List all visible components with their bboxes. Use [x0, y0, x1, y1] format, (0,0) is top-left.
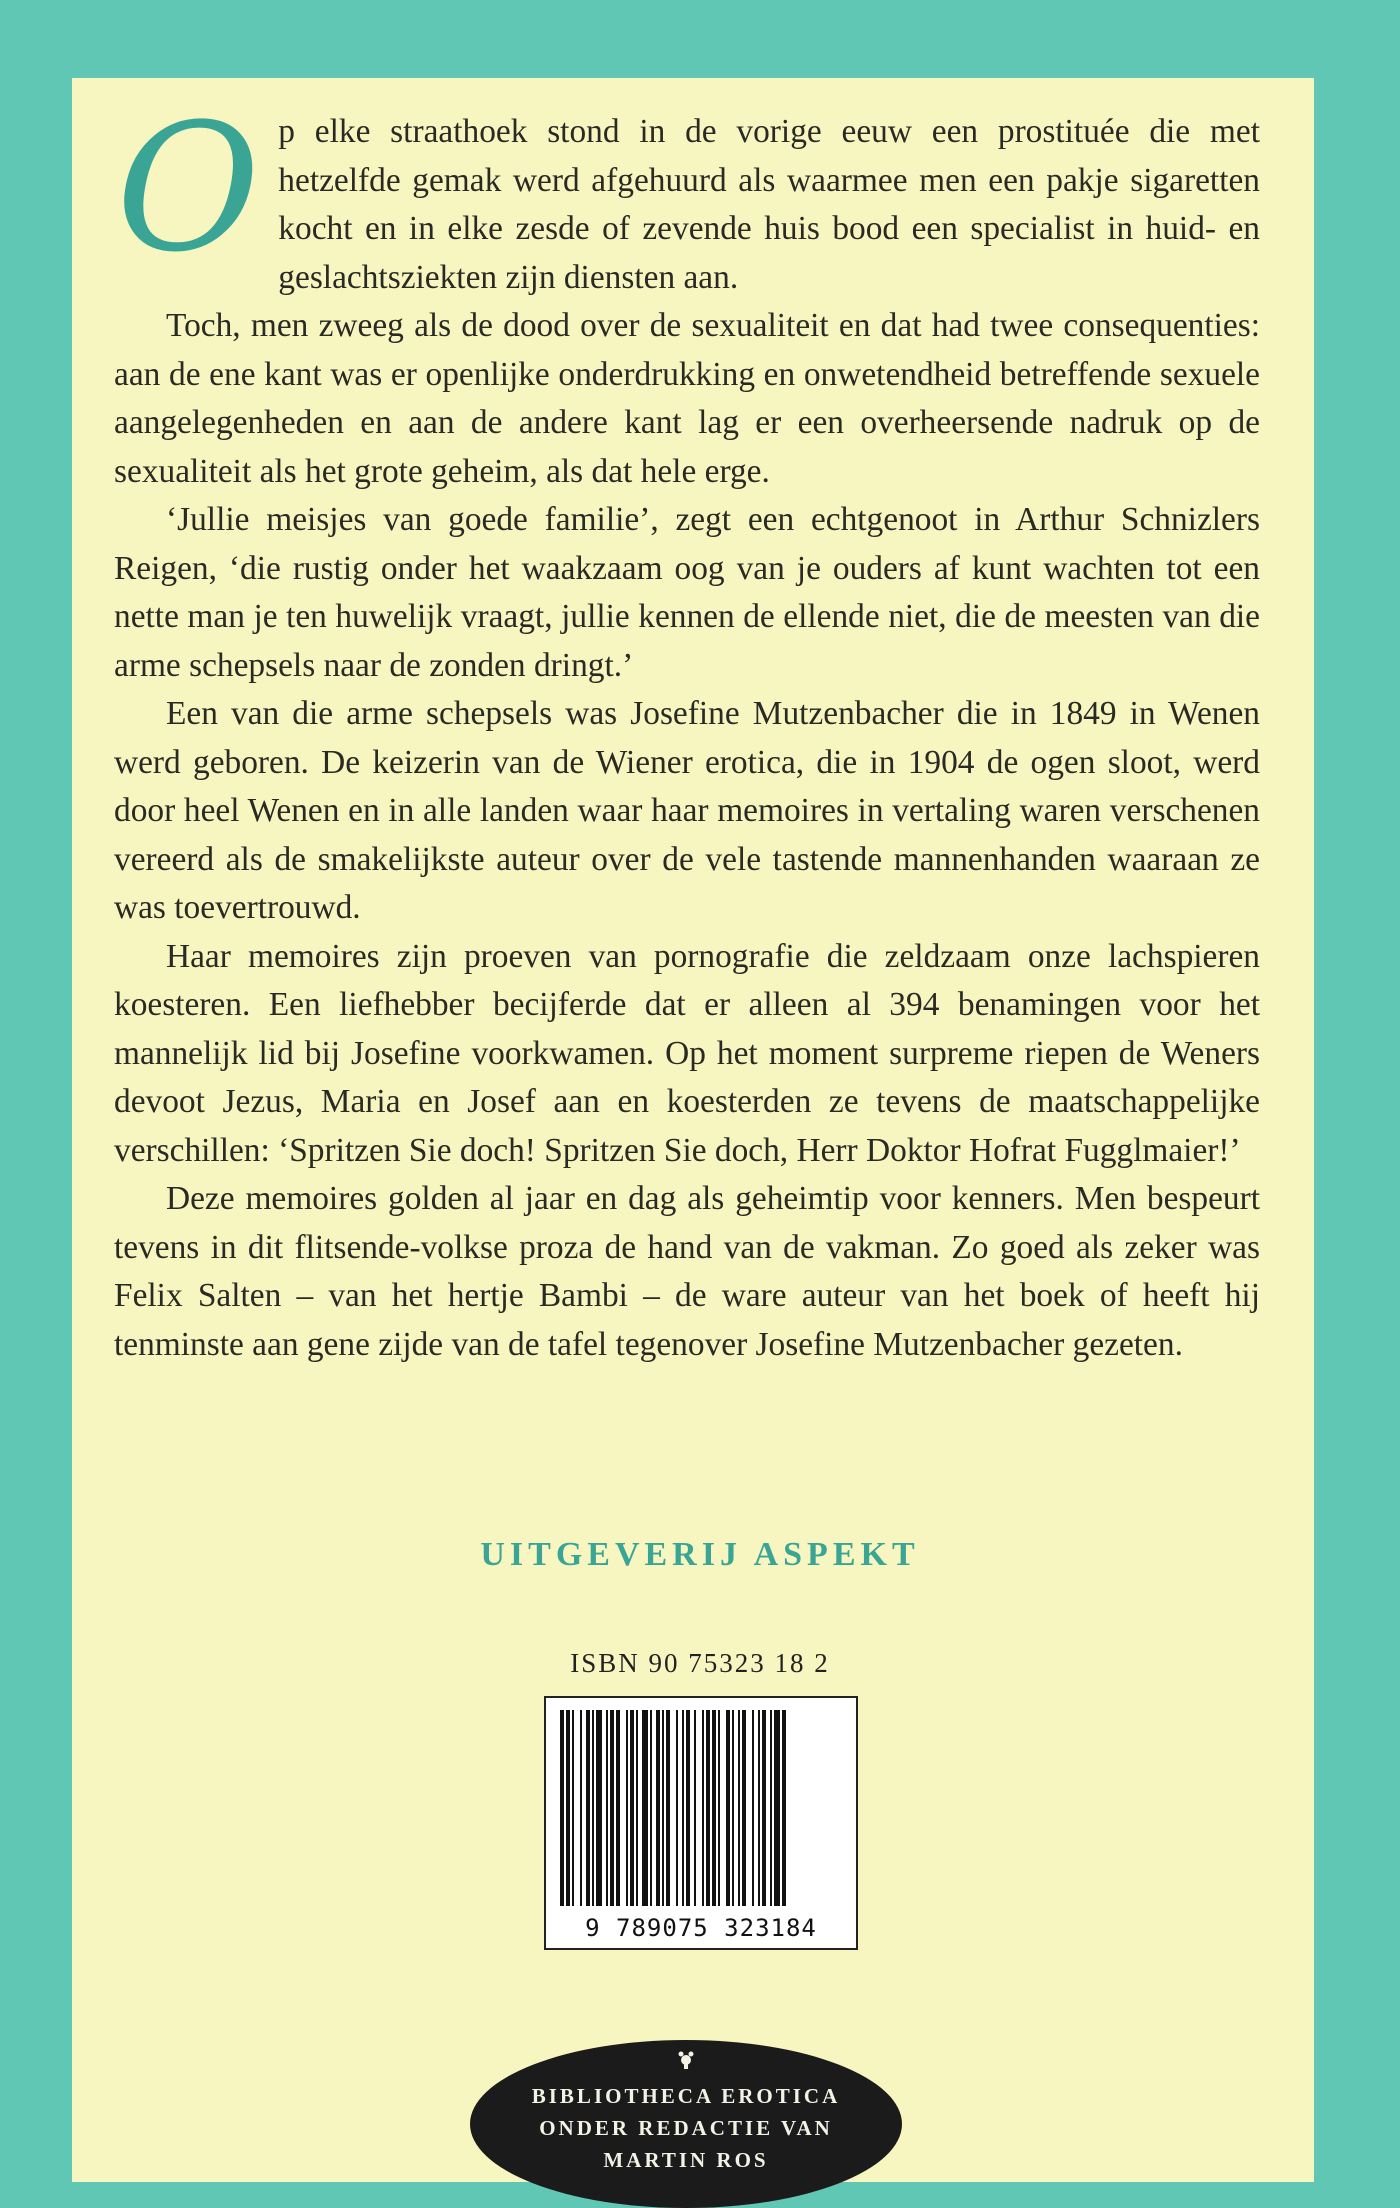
series-badge: [470, 2040, 902, 2208]
emblem-icon: [675, 2048, 697, 2070]
series-badge-line: MARTIN ROS: [603, 2148, 769, 2172]
blurb-paragraph-text: p elke straathoek stond in de vorige eeuw een prostituée die met hetzelfde gemak werd afgehuurd als waarmee men een pakje sigaretten kocht en in elke zesde of zevende huis bood een specialist in huid- en geslachtsziekten zijn diensten aan.: [278, 113, 1260, 296]
publisher-name: UITGEVERIJ ASPEKT: [480, 1536, 920, 1573]
blurb-paragraph: Deze memoires golden al jaar en dag als geheimtip voor kenners. Men bespeurt tevens in dit flitsende-volkse proza de hand van de vakman. Zo goed als zeker was Felix Salten – van het hertje Bambi – de ware auteur van het boek of heeft hij tenminste aan gene zijde van de tafel tegenover Josefine Mutzenbacher gezeten.: [114, 1180, 1260, 1363]
series-badge-line: BIBLIOTHECA EROTICA: [531, 2084, 841, 2108]
blurb-paragraph: Haar memoires zijn proeven van pornografie die zeldzaam onze lachspieren koesteren. Een liefhebber becijferde dat er alleen al 394 benamingen voor het mannelijk lid bij Josefine voorkwamen. Op het moment surpreme riepen de Weners devoot Jezus, Maria en Josef aan en koesterden ze tevens de maatschappelijke verschillen: ‘Spritzen Sie doch! Spritzen Sie doch, Herr Doktor Hofrat Fugglmaier!’: [114, 937, 1260, 1169]
barcode: [544, 1696, 858, 1950]
blurb-paragraph: [114, 86, 1260, 302]
blurb-paragraph: Een van die arme schepsels was Josefine Mutzenbacher die in 1849 in Wenen werd geboren. De keizerin van de Wiener erotica, die in 1904 de ogen sloot, werd door heel Wenen en in alle landen waar haar memoires in vertaling waren verschenen vereerd als de smakelijkste auteur over de vele tastende mannenhanden waaraan ze was toevertrouwd.: [114, 695, 1260, 926]
dropcap: O: [116, 86, 261, 291]
barcode-digits: 9 789075 323184: [585, 1914, 817, 1942]
blurb-paragraph: Toch, men zweeg als de dood over de sexualiteit en dat had twee consequenties: aan de ene kant was er openlijke onderdrukking en onwetendheid betreffende sexuele aangelegenheden en aan de andere kant lag er een overheersende nadruk op de sexualiteit als het grote geheim, als dat hele erge.: [114, 307, 1260, 490]
barcode-icon: [556, 1710, 846, 1906]
isbn-number: ISBN 90 75323 18 2: [570, 1648, 830, 1678]
series-badge-line: ONDER REDACTIE VAN: [539, 2116, 833, 2140]
blurb-paragraph: ‘Jullie meisjes van goede familie’, zegt een echtgenoot in Arthur Schnizlers Reigen, ‘die rustig onder het waakzaam oog van je ouders af kunt wachten tot een nette man je ten huwelijk vraagt, jullie kennen de ellende niet, die de meesten van die arme schepsels naar de zonden dringt.’: [114, 501, 1260, 684]
blurb-text: [114, 86, 1260, 1369]
